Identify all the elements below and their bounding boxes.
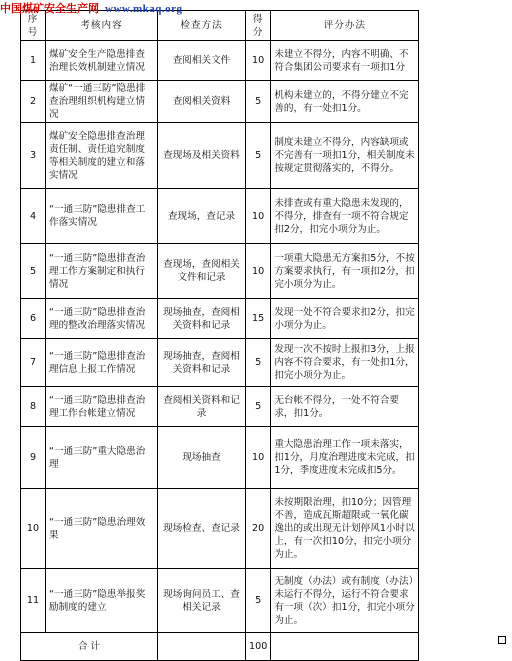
row-scoring: 一项重大隐患无方案扣5分，不按方案要求执行，有一项扣2分，扣完小项分为止。 bbox=[271, 244, 419, 299]
total-score: 100 bbox=[246, 633, 271, 661]
row-serial: 6 bbox=[21, 299, 46, 339]
row-method: 查阅相关资料和记录 bbox=[158, 387, 246, 427]
header-score: 得分 bbox=[246, 11, 271, 41]
table-row bbox=[21, 123, 419, 189]
table-row bbox=[21, 244, 419, 299]
table-row bbox=[21, 339, 419, 387]
table-header-row bbox=[21, 11, 419, 41]
row-scoring: 制度未建立不得分，内容缺项或不完善有一项扣1分，相关制度未按规定贯彻落实的，不得分。 bbox=[271, 123, 419, 189]
total-label: 合 计 bbox=[21, 633, 158, 661]
row-method: 查现场，查阅相关文件和记录 bbox=[158, 244, 246, 299]
row-serial: 8 bbox=[21, 387, 46, 427]
row-serial: 2 bbox=[21, 81, 46, 123]
table-row bbox=[21, 489, 419, 569]
row-scoring: 未建立不得分，内容不明确、不符合集团公司要求有一项扣1分 bbox=[271, 41, 419, 81]
row-content: 煤矿“一通三防”隐患排查治理组织机构建立情况 bbox=[46, 81, 158, 123]
row-serial: 5 bbox=[21, 244, 46, 299]
row-content: “一通三防”隐患排查治理信息上报工作情况 bbox=[46, 339, 158, 387]
row-scoring: 无制度（办法）或有制度（办法）未运行不得分，运行不符合要求有一项（次）扣1分，扣完小项分为止。 bbox=[271, 569, 419, 633]
table-row bbox=[21, 41, 419, 81]
row-method: 现场抽查，查阅相关资料和记录 bbox=[158, 299, 246, 339]
row-scoring: 未排查或有重大隐患未发现的，不得分，排查有一项不符合规定扣2分，扣完小项分为止。 bbox=[271, 189, 419, 244]
row-method: 现场询问员工、查相关记录 bbox=[158, 569, 246, 633]
row-scoring: 未按期限治理，扣10分；因管理不善，造成瓦斯超限或一氧化碳逸出的或出现无计划停风1小时以上，有一次扣10分，扣完小项分为止。 bbox=[271, 489, 419, 569]
row-scoring: 重大隐患治理工作一项未落实，扣1分，月度治理进度未完成，扣1分，季度进度未完成扣5分。 bbox=[271, 427, 419, 489]
table-row bbox=[21, 189, 419, 244]
header-serial: 序号 bbox=[21, 11, 46, 41]
row-score: 5 bbox=[246, 569, 271, 633]
row-content: 煤矿安全隐患排查治理责任制、责任追究制度等相关制度的建立和落实情况 bbox=[46, 123, 158, 189]
table-row bbox=[21, 387, 419, 427]
row-content: “一通三防”隐患排查治理工作方案制定和执行情况 bbox=[46, 244, 158, 299]
header-content: 考核内容 bbox=[46, 11, 158, 41]
watermark-url[interactable]: www.mkaq.org bbox=[105, 3, 183, 15]
row-score: 5 bbox=[246, 387, 271, 427]
row-serial: 11 bbox=[21, 569, 46, 633]
row-serial: 1 bbox=[21, 41, 46, 81]
table-resize-handle[interactable] bbox=[498, 636, 506, 644]
row-method: 查阅相关资料 bbox=[158, 81, 246, 123]
row-content: “一通三防”隐患排查工作落实情况 bbox=[46, 189, 158, 244]
row-scoring: 发现一次不按时上报扣3分，上报内容不符合要求，有一处扣1分，扣完小项分为止。 bbox=[271, 339, 419, 387]
assessment-table bbox=[20, 10, 419, 661]
row-serial: 4 bbox=[21, 189, 46, 244]
row-score: 5 bbox=[246, 339, 271, 387]
row-serial: 3 bbox=[21, 123, 46, 189]
row-content: 煤矿安全生产隐患排查治理长效机制建立情况 bbox=[46, 41, 158, 81]
row-content: “一通三防”重大隐患治理 bbox=[46, 427, 158, 489]
row-serial: 7 bbox=[21, 339, 46, 387]
row-method: 现场抽查 bbox=[158, 427, 246, 489]
row-scoring: 机构未建立的，不得分建立不完善的，有一处扣1分。 bbox=[271, 81, 419, 123]
row-score: 5 bbox=[246, 123, 271, 189]
row-score: 10 bbox=[246, 41, 271, 81]
row-content: “一通三防”隐患排查治理工作台帐建立情况 bbox=[46, 387, 158, 427]
row-content: “一通三防”隐患治理效果 bbox=[46, 489, 158, 569]
row-score: 5 bbox=[246, 81, 271, 123]
header-method: 检查方法 bbox=[158, 11, 246, 41]
row-content: “一通三防”隐患举报奖励制度的建立 bbox=[46, 569, 158, 633]
row-score: 10 bbox=[246, 244, 271, 299]
table-row bbox=[21, 427, 419, 489]
row-score: 15 bbox=[246, 299, 271, 339]
row-method: 现场检查、查记录 bbox=[158, 489, 246, 569]
row-score: 10 bbox=[246, 427, 271, 489]
table-row bbox=[21, 569, 419, 633]
row-serial: 10 bbox=[21, 489, 46, 569]
row-method: 查现场及相关资料 bbox=[158, 123, 246, 189]
row-method: 查阅相关文件 bbox=[158, 41, 246, 81]
header-scoring: 评分办法 bbox=[271, 11, 419, 41]
table-row bbox=[21, 299, 419, 339]
row-score: 10 bbox=[246, 189, 271, 244]
row-scoring: 发现一处不符合要求扣2分，扣完小项分为止。 bbox=[271, 299, 419, 339]
row-serial: 9 bbox=[21, 427, 46, 489]
table-row bbox=[21, 81, 419, 123]
row-scoring: 无台帐不得分，一处不符合要求，扣1分。 bbox=[271, 387, 419, 427]
row-method: 查现场，查记录 bbox=[158, 189, 246, 244]
watermark-site-name: 中国煤矿安全生产网 bbox=[0, 2, 99, 15]
row-content: “一通三防”隐患排查治理的整改治理落实情况 bbox=[46, 299, 158, 339]
row-method: 现场抽查，查阅相关资料和记录 bbox=[158, 339, 246, 387]
row-score: 20 bbox=[246, 489, 271, 569]
watermark bbox=[0, 0, 183, 14]
